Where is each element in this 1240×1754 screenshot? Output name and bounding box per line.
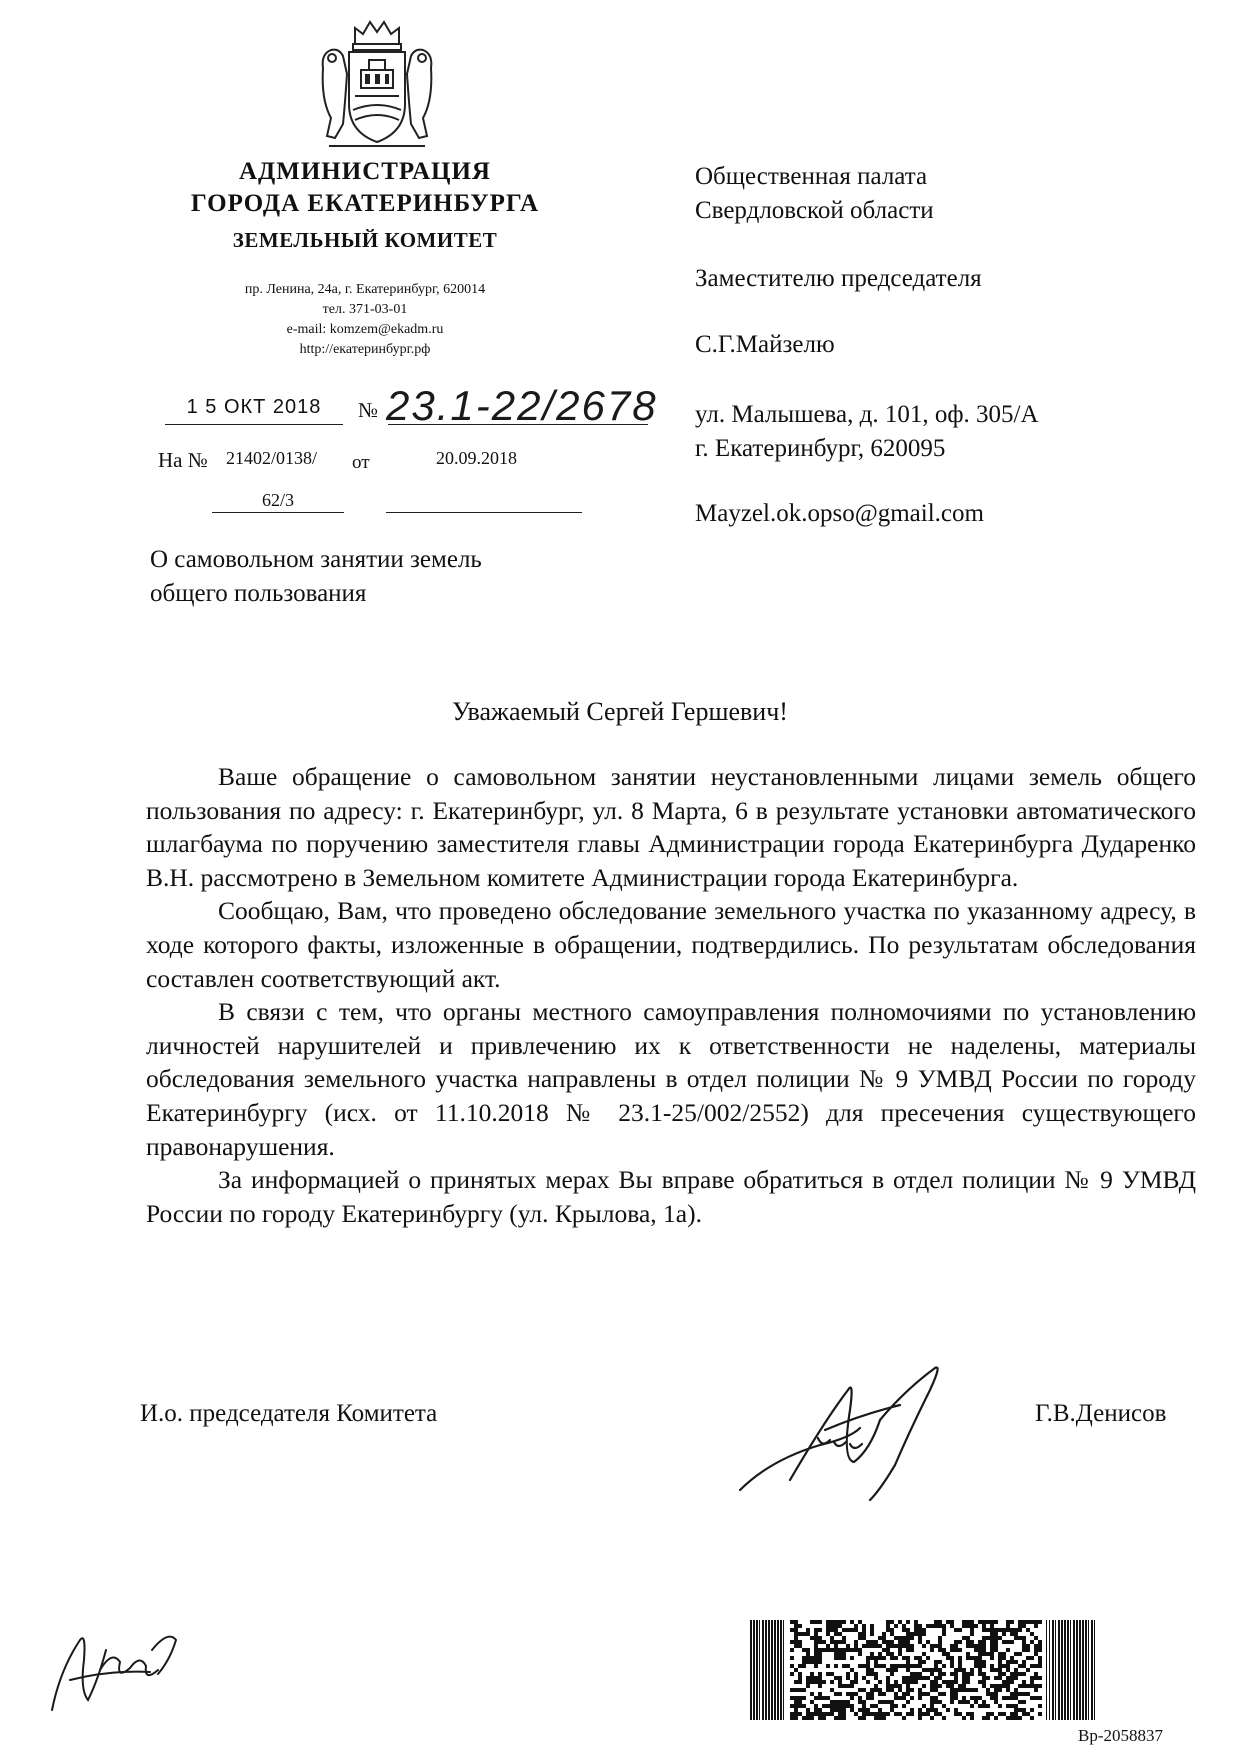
reference-number-underline xyxy=(212,512,344,513)
committee-name: ЗЕМЕЛЬНЫЙ КОМИТЕТ xyxy=(232,228,498,252)
2d-barcode xyxy=(750,1620,1095,1728)
recipient-address xyxy=(695,398,1039,466)
recipient-name: С.Г.Майзелю xyxy=(695,331,835,358)
subject-line2: общего пользования xyxy=(150,580,367,607)
barcode-label: Вр-2058837 xyxy=(1078,1726,1163,1745)
city-coat-of-arms-icon xyxy=(315,14,439,156)
recipient-org xyxy=(695,160,934,228)
reference-number-continued: 62/3 xyxy=(262,490,295,510)
recipient-street: ул. Малышева, д. 101, оф. 305/А xyxy=(695,401,1039,428)
recipient-city: г. Екатеринбург, 620095 xyxy=(695,435,946,462)
sender-website: http://екатеринбург.рф xyxy=(299,342,431,357)
body-paragraph: За информацией о принятых мерах Вы вправе обратиться в отдел полиции № 9 УМВД России по городу Екатеринбургу (ул. Крылова, 1а). xyxy=(146,1165,1196,1228)
salutation: Уважаемый Сергей Гершевич! xyxy=(452,697,788,726)
recipient-position: Заместителю председателя xyxy=(695,265,982,292)
registration-date-underline xyxy=(165,424,343,425)
recipient-org-line2: Свердловской области xyxy=(695,197,934,224)
handwritten-initials xyxy=(40,1610,190,1720)
sender-phone: тел. 371-03-01 xyxy=(322,302,408,317)
reference-date: 20.09.2018 xyxy=(436,448,517,468)
org-title-line2: ГОРОДА ЕКАТЕРИНБУРГА xyxy=(190,190,540,217)
registration-number: 23.1-22/2678 xyxy=(386,382,658,429)
body-paragraph: В связи с тем, что органы местного самоуправления полномочиями по установлению личностей нарушителей и привлечению их к ответственности не наделены, материалы обследования земельного участка направлены в отдел полиции № 9 УМВД России по городу Екатеринбургу (исх. от 11.10.2018 № 23.1-25/002/2552) для пресечения существующего правонарушения. xyxy=(146,997,1196,1161)
registration-number-underline xyxy=(388,424,648,425)
signatory-role: И.о. председателя Комитета xyxy=(140,1400,438,1427)
org-title-line1: АДМИНИСТРАЦИЯ xyxy=(239,158,491,185)
recipient-email: Mayzel.ok.opso@gmail.com xyxy=(695,500,984,527)
registration-date: 1 5 ОКТ 2018 xyxy=(186,396,322,418)
letter-subject xyxy=(150,543,482,611)
reference-prefix: На № xyxy=(158,448,208,472)
reference-number: 21402/0138/ xyxy=(226,448,318,468)
reference-from-label: от xyxy=(352,452,370,473)
sender-address: пр. Ленина, 24а, г. Екатеринбург, 620014 xyxy=(244,282,486,297)
reference-date-underline xyxy=(386,512,582,513)
letter-body xyxy=(146,760,1196,1230)
handwritten-signature xyxy=(730,1350,980,1510)
sender-contacts xyxy=(150,280,580,360)
sender-organization xyxy=(150,156,580,260)
recipient-org-line1: Общественная палата xyxy=(695,163,928,190)
body-paragraph: Сообщаю, Вам, что проведено обследование земельного участка по указанному адресу, в ходе которого факты, изложенные в обращении, подтвердились. По результатам обследования составлен соответствующий акт. xyxy=(146,896,1196,993)
subject-line1: О самовольном занятии земель xyxy=(150,546,482,573)
body-paragraph: Ваше обращение о самовольном занятии неустановленными лицами земель общего пользования по адресу: г. Екатеринбург, ул. 8 Марта, 6 в результате установки автоматического шлагбаума по поручению заместителя главы Администрации города Екатеринбурга Дударенко В.Н. рассмотрено в Земельном комитете Администрации города Екатеринбурга. xyxy=(146,762,1196,892)
signatory-name: Г.В.Денисов xyxy=(1035,1400,1167,1427)
registration-number-sign: № xyxy=(358,398,379,422)
sender-email: e-mail: komzem@ekadm.ru xyxy=(286,322,444,337)
